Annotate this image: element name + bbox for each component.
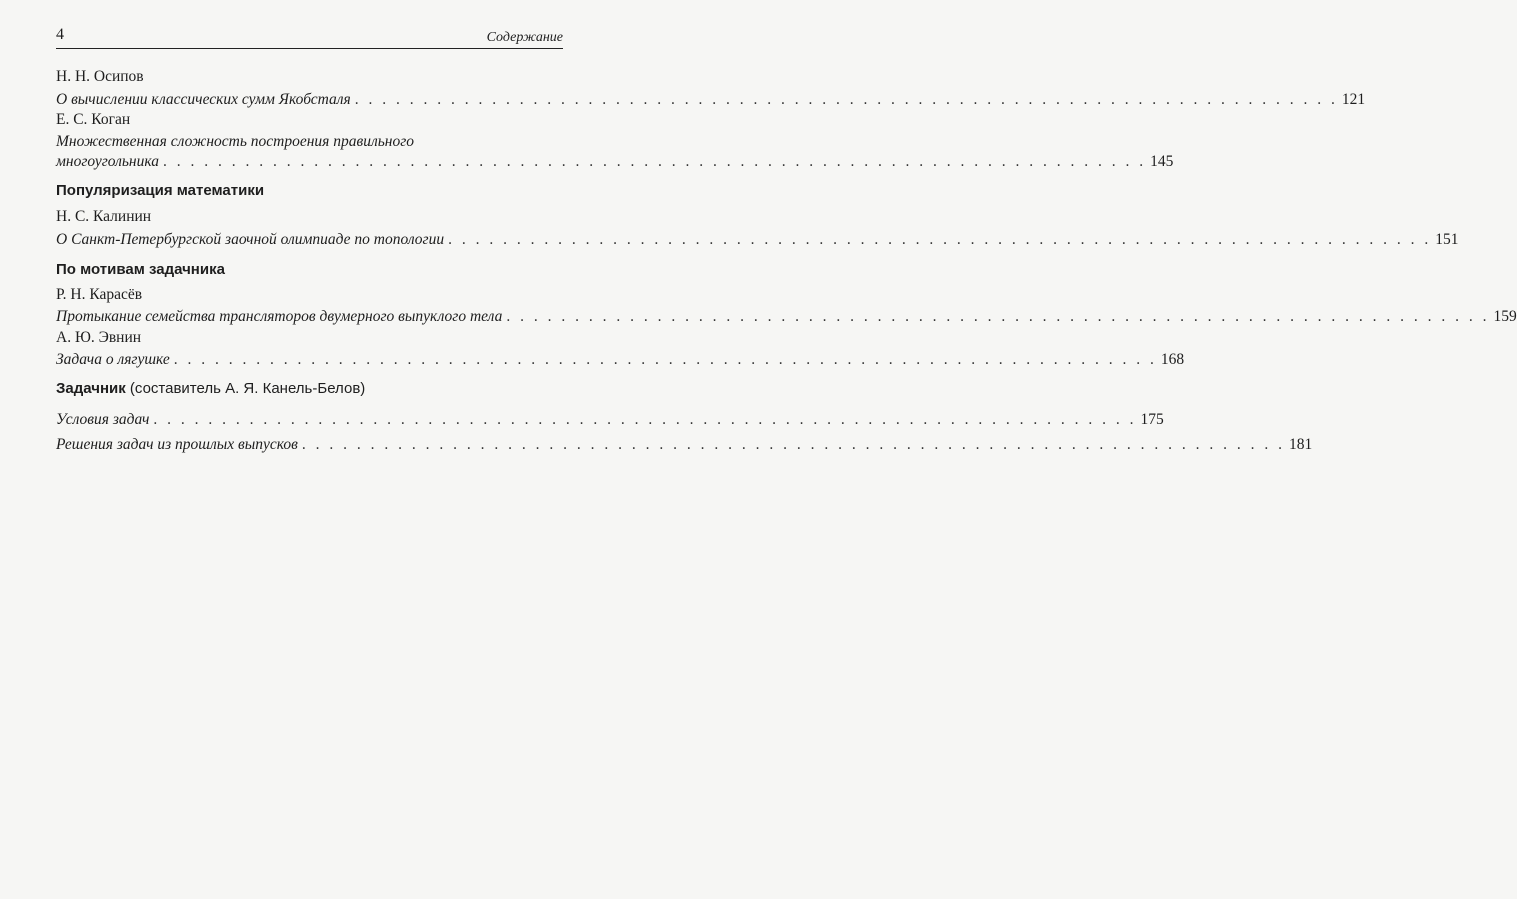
toc-entry-page: 159 [1493,308,1517,325]
leader-dots: . . . . . . . . . . . . . . . . . . . . . . . . . . . . . . . . . . . . . . . . . . . . . . . . . . . . . . . . . . . . . . . . . . . . . . . . [354,91,1338,108]
running-head: Содержание [486,30,563,45]
toc-entry-title: О Санкт-Петербургской заочной олимпиаде по топологии [56,231,445,248]
toc-entry-page: 145 [1150,153,1174,170]
toc-entry-title: О вычислении классических сумм Якобсталя [56,91,351,108]
leader-dots: . . . . . . . . . . . . . . . . . . . . . . . . . . . . . . . . . . . . . . . . . . . . . . . . . . . . . . . . . . . . . . . . . . . . . . . . [448,231,1432,248]
toc-section-heading [56,379,566,399]
toc-entry[interactable] [56,307,1517,327]
toc-entry-title: Условия задач [56,411,150,428]
toc-entry-title: многоугольника [56,153,159,170]
toc-entry[interactable] [56,435,1313,455]
toc-entry-page: 168 [1160,351,1185,368]
toc-section-title: Задачник [56,380,126,397]
leader-dots: . . . . . . . . . . . . . . . . . . . . . . . . . . . . . . . . . . . . . . . . . . . . . . . . . . . . . . . . . . . . . . . . . . . . . . . . [301,436,1285,453]
toc-entry[interactable] [56,410,1164,430]
leader-dots: . . . . . . . . . . . . . . . . . . . . . . . . . . . . . . . . . . . . . . . . . . . . . . . . . . . . . . . . . . . . . . . . . . . . . . . . [506,308,1490,325]
toc-author: Н. С. Калинин [56,208,152,225]
toc-entry-title: Протыкание семейства трансляторов двумерного выпуклого тела [56,308,503,325]
toc-entry-page: 175 [1140,411,1164,428]
toc-entry-page: 181 [1288,436,1313,453]
toc-entry-title: Решения задач из прошлых выпусков [56,436,298,453]
page-header [56,24,563,49]
toc-author: Н. Н. Осипов [56,68,144,85]
toc-section-heading: Популяризация математики [56,182,265,199]
leader-dots: . . . . . . . . . . . . . . . . . . . . . . . . . . . . . . . . . . . . . . . . . . . . . . . . . . . . . . . . . . . . . . . . . . . . . . . . [162,153,1147,170]
toc-entry[interactable] [56,90,1366,110]
toc-author: Р. Н. Карасёв [56,286,143,303]
toc-entry-page: 121 [1341,91,1366,108]
toc-entry[interactable] [56,230,1459,250]
leader-dots: . . . . . . . . . . . . . . . . . . . . . . . . . . . . . . . . . . . . . . . . . . . . . . . . . . . . . . . . . . . . . . . . . . . . . . . . [153,411,1137,428]
leader-dots: . . . . . . . . . . . . . . . . . . . . . . . . . . . . . . . . . . . . . . . . . . . . . . . . . . . . . . . . . . . . . . . . . . . . . . . . [173,351,1157,368]
toc-entry-title: Задача о лягушке [56,351,170,368]
toc-entry[interactable] [56,350,1185,370]
toc-section-heading: По мотивам задачника [56,261,225,278]
toc-entry-page: 151 [1435,231,1459,248]
toc-entry[interactable] [56,152,1174,172]
toc-entry-title: Множественная сложность построения правильного [56,133,415,150]
toc-author: Е. С. Коган [56,111,131,128]
page-number: 4 [56,26,64,43]
toc-section-note: (составитель А. Я. Канель-Белов) [129,380,366,397]
toc-author: А. Ю. Эвнин [56,329,142,346]
toc-entry-title-line[interactable] [56,132,566,152]
